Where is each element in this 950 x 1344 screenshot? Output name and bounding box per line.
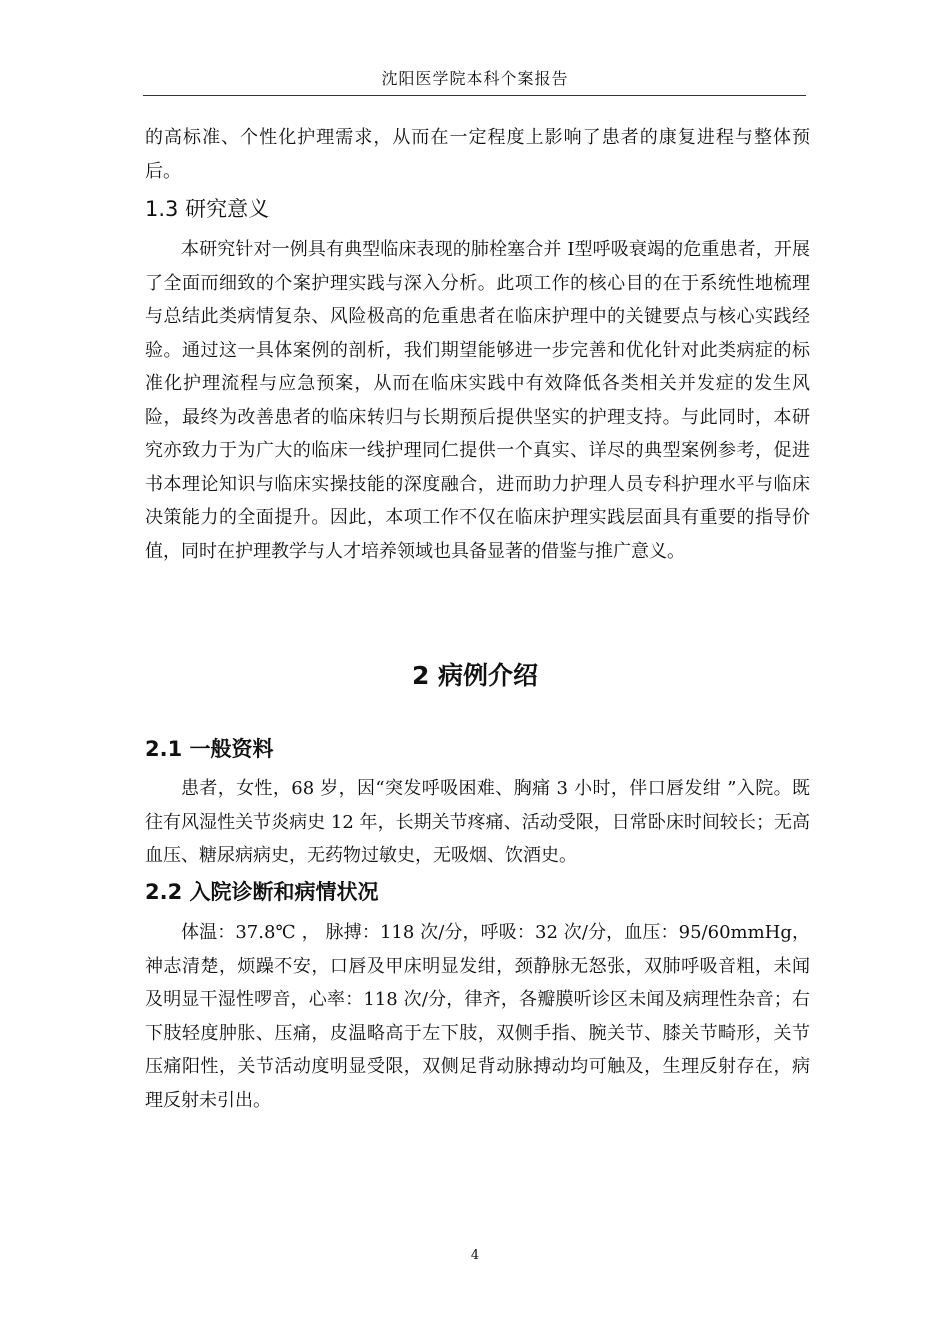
chapter-heading-2: 2 病例介绍 <box>411 661 539 690</box>
running-header-title: 沈阳医学院本科个案报告 <box>381 69 569 88</box>
section-heading-1-3: 1.3 研究意义 <box>145 197 270 221</box>
section-2-1-paragraph: 患者，女性，68 岁，因“突发呼吸困难、胸痛 3 小时，伴口唇发绀 ”入院。既往有风湿性关节炎病史 12 年，长期关节疼痛、活动受限，日常卧床时间较长；无高血压、糖尿病病史，无药物过敏史，无吸烟、饮酒史。 <box>145 778 810 866</box>
page-number: 4 <box>470 1248 480 1263</box>
header-divider <box>143 95 806 96</box>
section-heading-2-1: 2.1 一般资料 <box>145 737 274 761</box>
section-heading-2-2: 2.2 入院诊断和病情状况 <box>145 880 379 904</box>
section-1-3-paragraph: 本研究针对一例具有典型临床表现的肺栓塞合并 Ⅰ型呼吸衰竭的危重患者，开展了全面而细致的个案护理实践与深入分析。此项工作的核心目的在于系统性地梳理与总结此类病情复杂、风险极高的危重患者在临床护理中的关键要点与核心实践经验。通过这一具体案例的剖析，我们期望能够进一步完善和优化针对此类病症的标准化护理流程与应急预案，从而在临床实践中有效降低各类相关并发症的发生风险，最终为改善患者的临床转归与长期预后提供坚实的护理支持。与此同时，本研究亦致力于为广大的临床一线护理同仁提供一个真实、详尽的典型案例参考，促进书本理论知识与临床实操技能的深度融合，进而助力护理人员专科护理水平与临床决策能力的全面提升。因此，本项工作不仅在临床护理实践层面具有重要的指导价值，同时在护理教学与人才培养领域也具备显著的借鉴与推广意义。 <box>145 239 810 562</box>
intro-paragraph: 的高标准、个性化护理需求，从而在一定程度上影响了患者的康复进程与整体预后。 <box>145 127 810 182</box>
section-2-2-paragraph: 体温：37.8℃ ， 脉搏：118 次/分，呼吸：32 次/分，血压：95/60mmHg，神志清楚，烦躁不安，口唇及甲床明显发绀，颈静脉无怒张，双肺呼吸音粗，未闻及明显干湿性啰音，心率：118 次/分，律齐，各瓣膜听诊区未闻及病理性杂音；右下肢轻度肿胀、压痛，皮温略高于左下肢，双侧手指、腕关节、膝关节畸形，关节压痛阳性，关节活动度明显受限，双侧足背动脉搏动均可触及，生理反射存在，病理反射未引出。 <box>145 922 810 1111</box>
